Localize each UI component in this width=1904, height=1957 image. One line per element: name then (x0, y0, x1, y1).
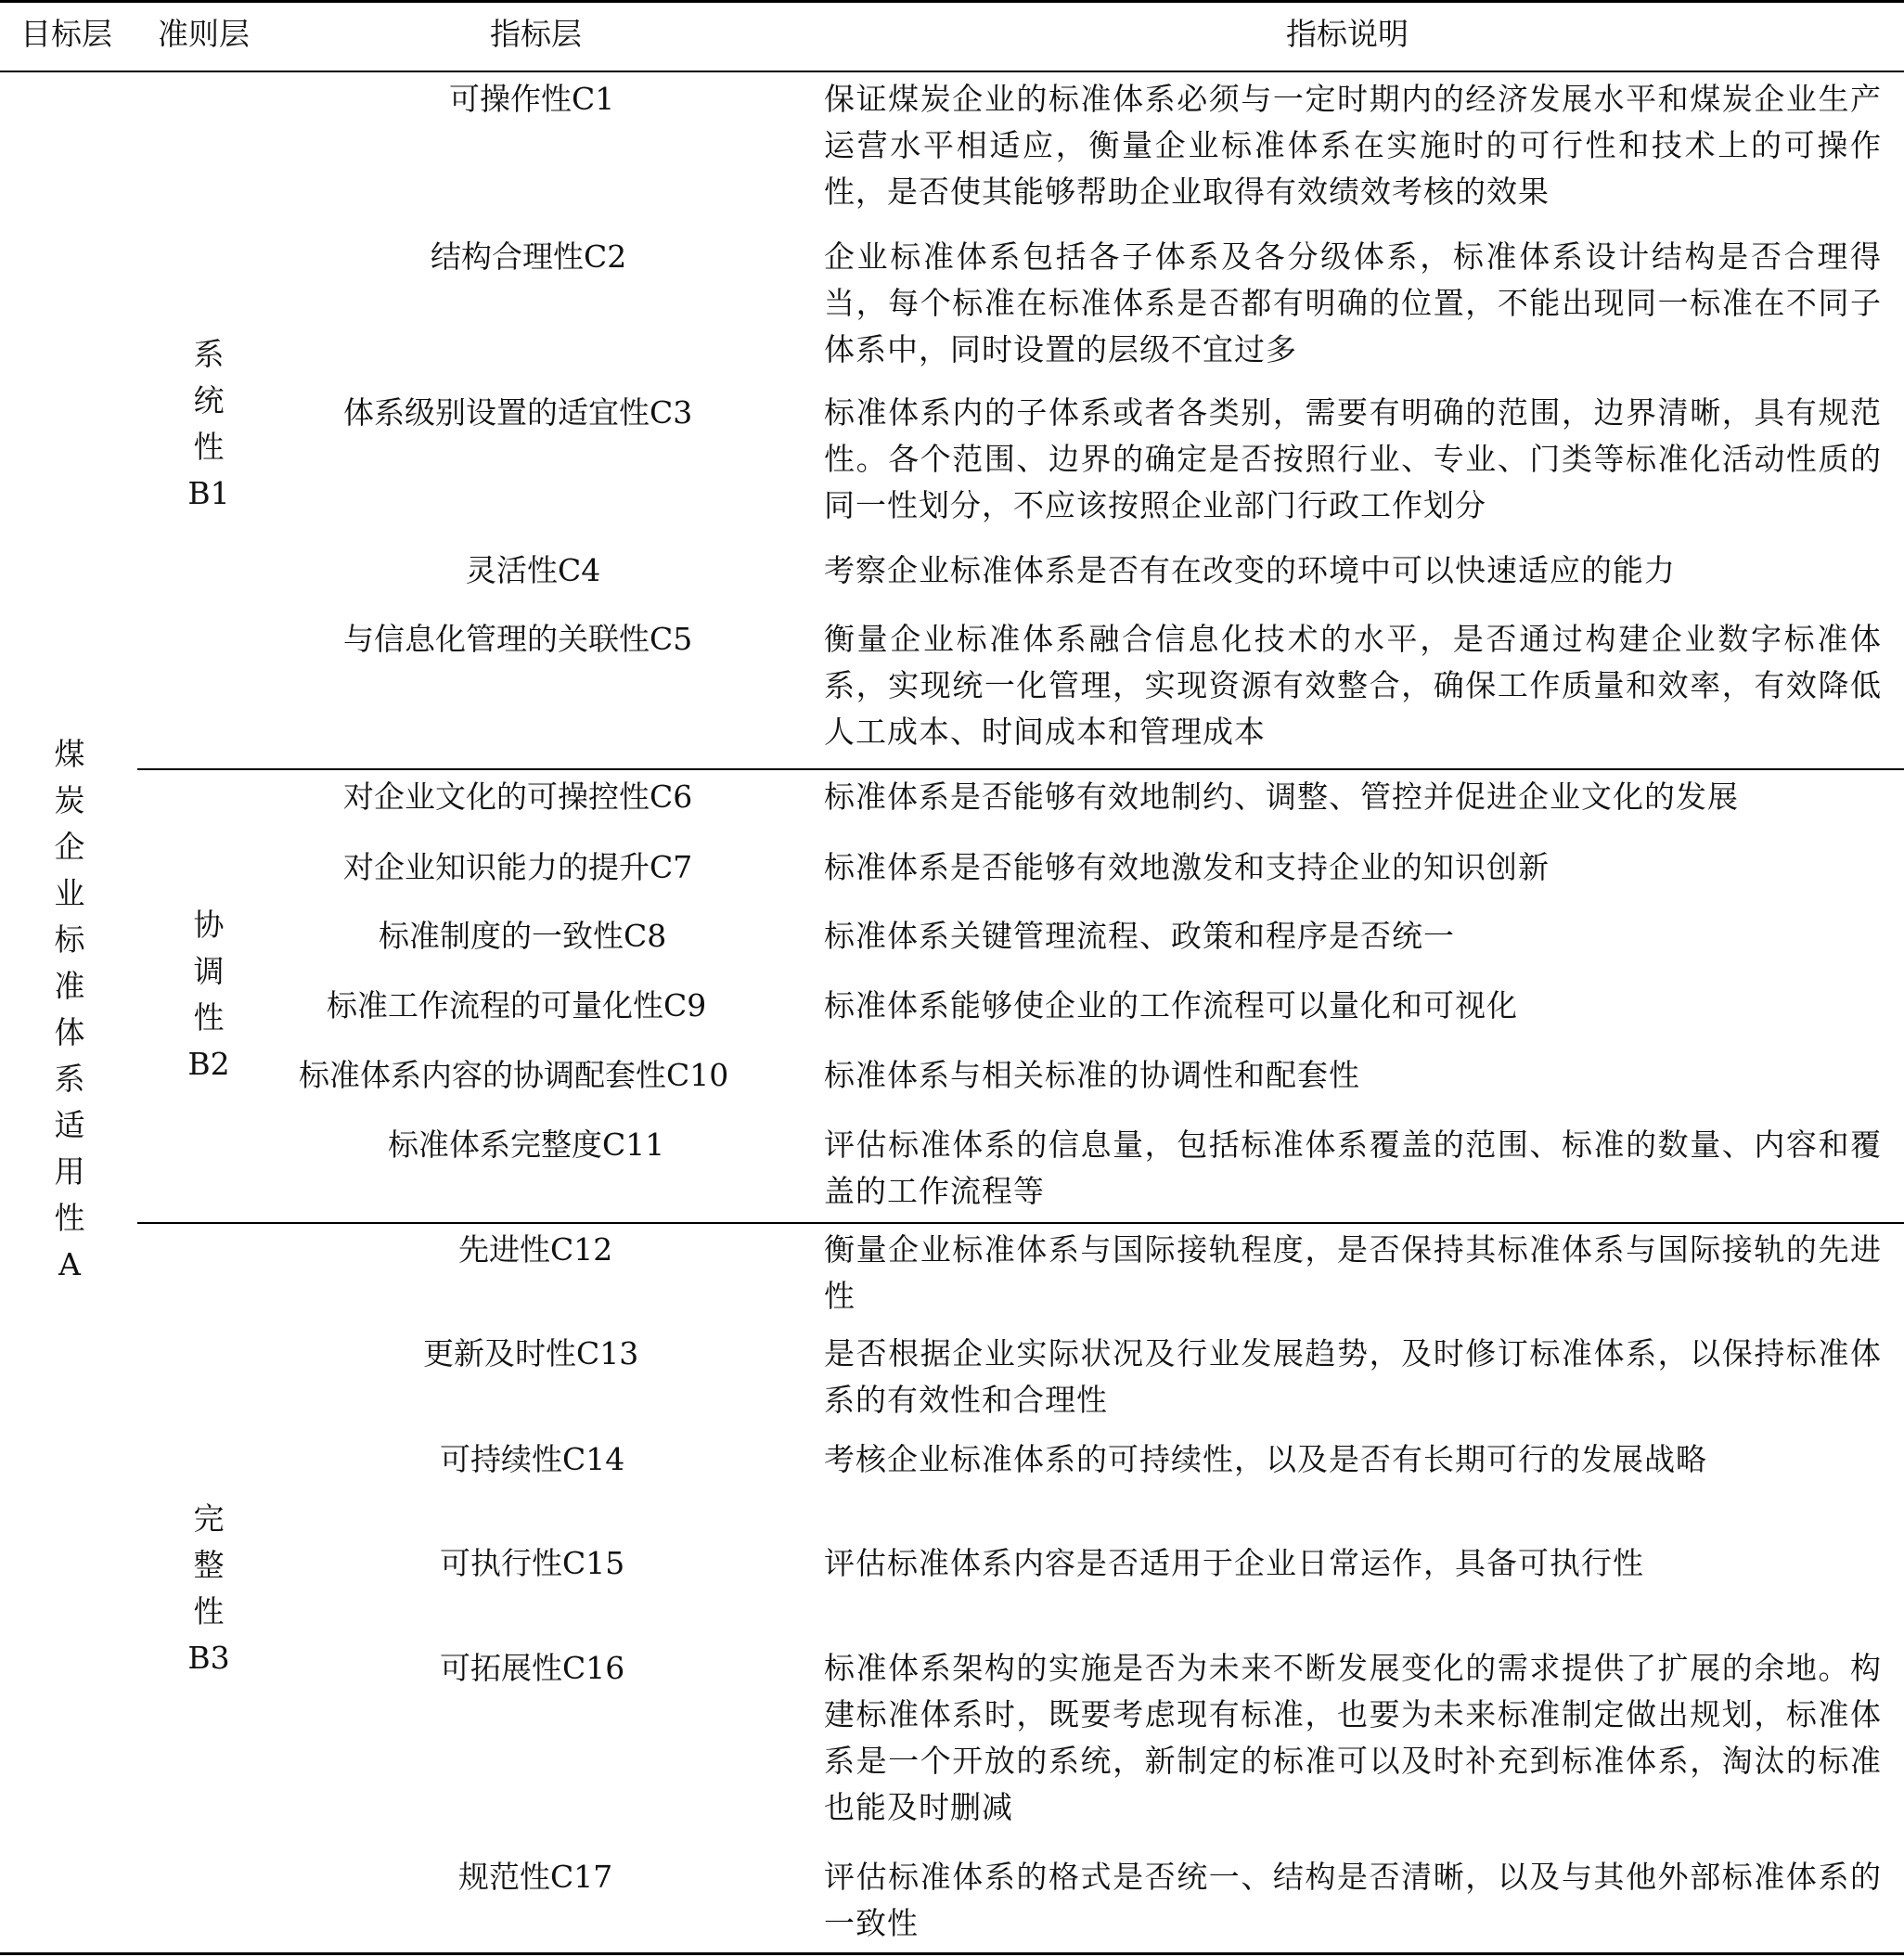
indicator-c5: 与信息化管理的关联性C5 (343, 621, 693, 657)
description-c16: 标准体系架构的实施是否为未来不断发展变化的需求提供了扩展的余地。构建标准体系时，既要考虑现有标准，也要为未来标准制定做出规划，标准体系是一个开放的系统，新制定的标准可以及时补充到标准体系，淘汰的标准也能及时删减 (824, 1650, 1882, 1825)
description-c8: 标准体系关键管理流程、政策和程序是否统一 (824, 918, 1455, 954)
goal-layer-char: 标 (54, 921, 85, 958)
header-indicator-description: 指标说明 (1286, 16, 1409, 52)
indicator-c8: 标准制度的一致性C8 (379, 918, 667, 954)
goal-layer-char: 煤 (54, 736, 85, 772)
indicator-c10: 标准体系内容的协调配套性C10 (299, 1057, 729, 1093)
description-c7: 标准体系是否能够有效地激发和支持企业的知识创新 (824, 849, 1550, 885)
criterion-char: 性 (193, 1593, 225, 1629)
description-c13: 是否根据企业实际状况及行业发展趋势，及时修订标准体系，以保持标准体系的有效性和合理性 (824, 1335, 1882, 1418)
indicator-c2: 结构合理性C2 (431, 238, 627, 275)
description-c9: 标准体系能够使企业的工作流程可以量化和可视化 (824, 987, 1518, 1024)
goal-layer-char: 准 (54, 968, 85, 1004)
indicator-c4: 灵活性C4 (466, 552, 601, 588)
indicator-c3: 体系级别设置的适宜性C3 (343, 394, 693, 431)
header-criterion-layer: 准则层 (158, 16, 250, 52)
indicator-c17: 规范性C17 (458, 1859, 613, 1895)
criterion-char: 性 (193, 999, 225, 1036)
criterion-char: B3 (187, 1640, 230, 1676)
description-c6: 标准体系是否能够有效地制约、调整、管控并促进企业文化的发展 (824, 779, 1739, 815)
indicator-c1: 可操作性C1 (449, 81, 615, 117)
description-c10: 标准体系与相关标准的协调性和配套性 (824, 1057, 1360, 1093)
criterion-char: B2 (187, 1046, 230, 1082)
indicator-c12: 先进性C12 (458, 1231, 613, 1268)
criterion-char: 完 (193, 1500, 225, 1537)
criterion-char: 调 (193, 953, 225, 989)
description-c11: 评估标准体系的信息量，包括标准体系覆盖的范围、标准的数量、内容和覆盖的工作流程等 (824, 1127, 1882, 1209)
group-divider-b1-b2 (137, 768, 1904, 770)
goal-layer-char: 适 (54, 1107, 85, 1143)
criterion-char: B1 (187, 475, 230, 511)
description-c2: 企业标准体系包括各子体系及各分级体系，标准体系设计结构是否合理得当，每个标准在标准体系是否都有明确的位置，不能出现同一标准在不同子体系中，同时设置的层级不宜过多 (824, 238, 1882, 367)
criterion-cell-b1 (186, 331, 232, 517)
goal-layer-cell (46, 731, 93, 1288)
criterion-char: 统 (193, 382, 225, 418)
goal-layer-char: 用 (54, 1153, 85, 1190)
goal-layer-char: 企 (54, 829, 85, 865)
goal-layer-char: 性 (54, 1200, 85, 1236)
description-c5: 衡量企业标准体系融合信息化技术的水平，是否通过构建企业数字标准体系，实现统一化管理，实现资源有效整合，确保工作质量和效率，有效降低人工成本、时间成本和管理成本 (824, 621, 1882, 750)
indicator-c6: 对企业文化的可操控性C6 (343, 779, 693, 815)
goal-layer-char: A (58, 1246, 81, 1282)
indicator-c16: 可拓展性C16 (440, 1650, 625, 1686)
criterion-char: 整 (193, 1547, 225, 1583)
description-c12: 衡量企业标准体系与国际接轨程度，是否保持其标准体系与国际接轨的先进性 (824, 1231, 1882, 1314)
description-c1: 保证煤炭企业的标准体系必须与一定时期内的经济发展水平和煤炭企业生产运营水平相适应，衡量企业标准体系在实施时的可行性和技术上的可操作性，是否使其能够帮助企业取得有效绩效考核的效果 (824, 81, 1882, 210)
goal-layer-char: 体 (54, 1014, 85, 1050)
criterion-char: 性 (193, 429, 225, 465)
criterion-cell-b3 (186, 1496, 232, 1681)
description-c4: 考察企业标准体系是否有在改变的环境中可以快速适应的能力 (824, 552, 1676, 588)
indicator-c9: 标准工作流程的可量化性C9 (327, 987, 707, 1024)
description-c17: 评估标准体系的格式是否统一、结构是否清晰，以及与其他外部标准体系的一致性 (824, 1859, 1882, 1941)
description-c3: 标准体系内的子体系或者各类别，需要有明确的范围，边界清晰，具有规范性。各个范围、边界的确定是否按照行业、专业、门类等标准化活动性质的同一性划分，不应该按照企业部门行政工作划分 (824, 394, 1882, 523)
criterion-cell-b2 (186, 902, 232, 1088)
indicator-c7: 对企业知识能力的提升C7 (343, 849, 693, 885)
group-divider-b2-b3 (137, 1222, 1904, 1224)
header-indicator-layer: 指标层 (490, 16, 582, 52)
goal-layer-char: 业 (54, 875, 85, 911)
goal-layer-char: 炭 (54, 782, 85, 818)
goal-layer-char: 系 (54, 1061, 85, 1097)
bottom-rule (0, 1952, 1904, 1955)
indicator-c13: 更新及时性C13 (423, 1335, 639, 1371)
top-rule (0, 0, 1904, 3)
header-rule (0, 71, 1904, 72)
description-c14: 考核企业标准体系的可持续性，以及是否有长期可行的发展战略 (824, 1441, 1707, 1477)
indicator-c11: 标准体系完整度C11 (388, 1127, 665, 1163)
header-goal-layer: 目标层 (20, 16, 112, 52)
criterion-char: 系 (193, 336, 225, 372)
indicator-c14: 可持续性C14 (440, 1441, 625, 1477)
description-c15: 评估标准体系内容是否适用于企业日常运作，具备可执行性 (824, 1545, 1644, 1581)
criterion-char: 协 (193, 907, 225, 943)
indicator-c15: 可执行性C15 (440, 1545, 625, 1581)
